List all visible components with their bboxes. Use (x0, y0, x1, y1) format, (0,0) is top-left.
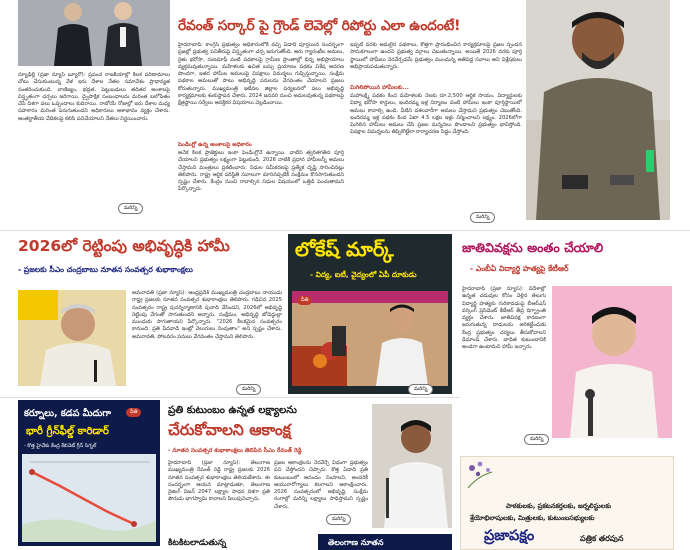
lokesh-read-more[interactable]: మరిన్ని (408, 384, 433, 395)
ktr-subhead: - ఎంబీఏ విద్యార్థి హత్యపై కేటీఆర్ (470, 264, 569, 273)
revanth-portrait (526, 0, 670, 220)
ktr-read-more[interactable]: మరిన్ని (524, 434, 549, 445)
ktr-headline[interactable]: జాతివివక్షను అంతం చేయాలి (462, 240, 604, 255)
revanth-photo (526, 0, 670, 220)
ad-line2: శ్రేయోభిలాషులకు, మిత్రులకు, కుటుంబసభ్యులకు (470, 514, 595, 522)
lokesh-subhead: - విద్య, ఐటీ, వైద్యంలో ఏపీ దూకుడు (310, 270, 417, 279)
leaders-silhouettes (18, 0, 170, 66)
cbn-portrait (18, 290, 126, 386)
cbn-read-more[interactable]: మరిన్ని (236, 384, 261, 395)
revanth2-read-more[interactable]: మరిన్ని (326, 514, 351, 525)
main-subhead-remaining: మిగిలిపోయిన హామీలకు... (350, 85, 409, 91)
cbn-article-text: అమరావతి (ప్రజా న్యూస్): ఆంధ్రప్రదేశ్ ముఖ్యమంత్రి చంద్రబాబు నాయుడు రాష్ట్ర ప్రజలకు నూతన సంవత్సర శుభాకాంక్షలు తెలిపారు. గడిచిన 2025 సంవత్సరం రాష్ట్ర పునర్నిర్మాణానికి పునాది వేసిందని, 2026లో అభివృద్ధి రెట్టింపు వేగంతో సాగుతుందని అన్నారు. సంక్షేమం, అభివృద్ధి జోడెద్దుల్లా ముందుకు సాగుతాయని పేర్కొన్నారు. "2026 కీలకమైన సంవత్సరం కానుంది. ప్రతి పేదవాడి ఇంట్లో వెలుగులు నింపుతాం" అని స్పష్టం చేశారు. అమరావతి, పోలవరం పనులు వేగవంతం చేస్తామని తెలిపారు. (132, 290, 282, 340)
row-divider-2 (0, 397, 460, 398)
cbn-photo (18, 290, 126, 386)
main-col2-text: ఇప్పటి వరకు అమలైన పథకాలు, కొత్తగా ప్రారంభించిన కార్యక్రమాలపై ప్రజల స్పందన సానుకూలంగా ఉందని ప్రభుత్వ వర్గాలు చెబుతున్నాయి. అయితే 2026 వరకు పూర్తి స్థాయిలో హామీలు నెరవేర్చడమే ప్రభుత్వం ముందున్న అతిపెద్ద సవాలు అని విశ్లేషకులు అభిప్రాయపడుతున్నారు. (350, 42, 522, 70)
corridor-map (22, 454, 156, 542)
main-subhead-pending: పెండింగ్లో ఉన్న అంశాలపై అధికారం (178, 142, 252, 148)
corridor-line3: - కొత్త హైవేకు కేంద్ర కేబినెట్ గ్రీన్ సిగ్నల్ (24, 443, 97, 449)
top-left-read-more[interactable]: మరిన్ని (118, 203, 143, 214)
ad-brand: ప్రజాపక్షం (484, 528, 535, 544)
revanth2-line2[interactable]: చేరుకోవాలని ఆకాంక్ష (168, 421, 291, 439)
ad-sub: పత్రిక తరపున (580, 534, 624, 543)
corridor-tag[interactable]: నీతి (126, 408, 141, 417)
main-col1-text: హైదరాబాద్: కాంగ్రెస్ ప్రభుత్వం అధికారంలోకి వచ్చి ఏడాది పూర్తయిన సందర్భంగా ప్రజల్లో ప్రభుత్వ పనితీరుపై విస్తృతంగా చర్చ జరుగుతోంది. ఆరు గ్యారంటీల అమలు, రైతు భరోసా, రుణమాఫీ వంటి పథకాలపై గ్రామీణ ప్రాంతాల్లో భిన్న అభిప్రాయాలు వ్యక్తమవుతున్నాయి. మహిళలకు ఉచిత బస్సు ప్రయాణం పథకం విశేష ఆదరణ పొందగా, ఇతర హామీల అమలుపై విపక్షాలు విమర్శలు గుప్పిస్తున్నాయి. సంక్షేమ పథకాల అమలుతో పాటు అభివృద్ధి పనులను వేగవంతం చేయాలని ప్రజలు కోరుతున్నారు. ముఖ్యమంత్రి ఇటీవల జిల్లాల పర్యటనలో పలు అభివృద్ధి కార్యక్రమాలకు శంకుస్థాపన చేశారు. 2024 జనవరి నుంచి అమలవుతున్న పథకాలపై క్షేత్రస్థాయి సర్వేలు ఆసక్తికర విషయాలు వెల్లడించాయి. (178, 42, 344, 107)
lokesh-headline[interactable]: లోకేష్ మార్క్ (295, 238, 394, 261)
lokesh-photo (292, 291, 448, 386)
bottom-left-cut-headline[interactable]: కిటకిటలాడుతున్న (168, 538, 227, 548)
leaders-meeting-photo (18, 0, 170, 66)
lokesh-tag[interactable]: నీతి (297, 296, 312, 305)
cbn-subhead: - ప్రజలకు సీఎం చంద్రబాబు నూతన సంవత్సర శుభాకాంక్షలు (18, 265, 193, 274)
bottom-mid-cut-headline[interactable]: తెలంగాణ నూతన (328, 538, 384, 547)
cbn-headline[interactable]: 2026లో రెట్టింపు అభివృద్ధికి హామీ (18, 237, 230, 255)
main-col2b-text: మహాలక్ష్మి పథకం కింద మహిళలకు నెలకు రూ.2,500 ఆర్థిక సాయం, విద్యార్థులకు విద్యా భరోసా కార్డులు, ఇందిరమ్మ ఇళ్ల నిర్మాణం వంటి హామీలు ఇంకా పూర్తిస్థాయిలో అమలు కావాల్సి ఉంది. వీటిని దశలవారీగా అమలు చేస్తామని ప్రభుత్వం చెబుతోంది. ఇందిరమ్మ ఇళ్ల పథకం కింద ఏటా 4.5 లక్షల ఇళ్లు నిర్మించాలని లక్ష్యం. 2026లోగా మిగిలిన హామీలు అమలు చేసి ప్రజల మన్ననలు పొందాలని ప్రభుత్వం భావిస్తోంది. విపక్షాల విమర్శలను తిప్పికొట్టేలా కార్యాచరణ సిద్ధం చేస్తోంది. (350, 93, 522, 136)
row-divider-1 (0, 230, 690, 231)
ktr-photo (552, 286, 672, 438)
revanth2-col1-text: హైదరాబాద్ (ప్రజా న్యూస్): తెలంగాణ ముఖ్యమంత్రి రేవంత్ రెడ్డి రాష్ట్ర ప్రజలకు 2026 నూతన సంవత్సర శుభాకాంక్షలు తెలియజేశారు. ఈ సందర్భంగా ఆయన మాట్లాడుతూ, తెలంగాణ రైజింగ్ విజన్ 2047 లక్ష్యాల సాధన దిశగా ప్రతి పౌరుడు భాగస్వామి కావాలని పిలుపునిచ్చారు. (168, 460, 270, 503)
lokesh-scene (292, 291, 448, 386)
revanth2-col2-text: ప్రజల ఆకాంక్షలను నెరవేర్చే విధంగా ప్రభుత్వం పని చేస్తోందని చెప్పారు. కొత్త ఏడాది ప్రతి కుటుంబంలో ఆనందం నింపాలని, అందరికీ ఆయురారోగ్యాలు కలగాలని ఆకాంక్షించారు. 2026 సంవత్సరంలో అభివృద్ధి, సంక్షేమ రంగాల్లో మరిన్ని లక్ష్యాలు సాధిస్తామని స్పష్టం చేశారు. (274, 460, 368, 510)
main-headline[interactable]: రేవంత్ సర్కార్ పై గ్రౌండ్ లెవెల్లో రిపోర్టు ఎలా ఉందంటే! (178, 18, 461, 34)
top-left-article-text: న్యూఢిల్లీ (ప్రజా న్యూస్ బ్యూరో): ప్రపంచ రాజకీయాల్లో కీలక పరిణామాలు చోటు చేసుకుంటున్న వేళ ఇరు దేశాల నేతల సమావేశం ప్రాధాన్యత సంతరించుకుంది. వాణిజ్యం, భద్రత, పెట్టుబడులు తదితర అంశాలపై విస్తృతంగా చర్చలు జరిగాయి. ద్వైపాక్షిక సంబంధాలను మరింత బలోపేతం చేసే దిశగా పలు ఒప్పందాలు కుదిరాయి. రాబోయే రోజుల్లో ఇరు దేశాల మధ్య సహకారం మరింత పెరుగుతుందని అధికారులు ఆశాభావం వ్యక్తం చేశారు. అంతర్జాతీయ వేదికలపై కలిసి పనిచేయాలని నేతలు నిర్ణయించారు. (18, 72, 170, 122)
corridor-line1[interactable]: కర్నూలు, కడప మీదుగా (24, 408, 112, 419)
flower-decoration-icon (462, 458, 502, 492)
revanth2-portrait (372, 404, 452, 528)
corridor-route-map (22, 454, 156, 542)
revanth2-photo (372, 404, 452, 528)
ad-line1: పాఠకులకు, ప్రకటనకర్తలకు, జర్నలిస్టులకు (506, 502, 612, 510)
ktr-article-text: హైదరాబాద్ (ప్రజా న్యూస్): విదేశాల్లో ఉన్నత చదువుల కోసం వెళ్లిన తెలుగు విద్యార్థి హత్యకు గురికావడంపై బీఆర్ఎస్ వర్కింగ్ ప్రెసిడెంట్ కేటీఆర్ తీవ్ర దిగ్భ్రాంతి వ్యక్తం చేశారు. జాతివివక్ష కారణంగా జరుగుతున్న దాడులను అరికట్టేందుకు కేంద్ర ప్రభుత్వం చర్యలు తీసుకోవాలని డిమాండ్ చేశారు. బాధిత కుటుంబానికి అండగా ఉంటామని హామీ ఇచ్చారు. (462, 286, 546, 351)
ktr-portrait (552, 286, 672, 438)
corridor-line2[interactable]: భారీ గ్రీన్‌ఫీల్డ్ కారిడార్ (26, 426, 109, 437)
main-col1b-text: అనేక కీలక ప్రాజెక్టులు ఇంకా పెండింగ్లోనే ఉన్నాయి. వాటిని త్వరితగతిన పూర్తి చేయాలని ప్రభుత్వం లక్ష్యంగా పెట్టుకుంది. 2026 నాటికి ప్రధాన హామీలన్నీ అమలు చేస్తామని మంత్రులు ప్రకటించారు. నిధుల సమీకరణపై ప్రత్యేక దృష్టి సారించినట్లు తెలిపారు. రాష్ట్ర ఆర్థిక పరిస్థితి సవాలుగా మారినప్పటికీ సంక్షేమం కొనసాగుతుందని స్పష్టం చేశారు. కేంద్రం నుంచి రావాల్సిన నిధుల విషయంలో ఒత్తిడి పెంచుతామని పేర్కొన్నారు. (178, 150, 344, 193)
main-read-more[interactable]: మరిన్ని (470, 212, 495, 223)
revanth2-line1[interactable]: ప్రతి కుటుంబం ఉన్నత లక్ష్యాలను (168, 405, 297, 416)
revanth2-subhead: - నూతన సంవత్సర శుభాకాంక్షలు తెలిపిన సీఎం రేవంత్ రెడ్డి (168, 448, 302, 454)
